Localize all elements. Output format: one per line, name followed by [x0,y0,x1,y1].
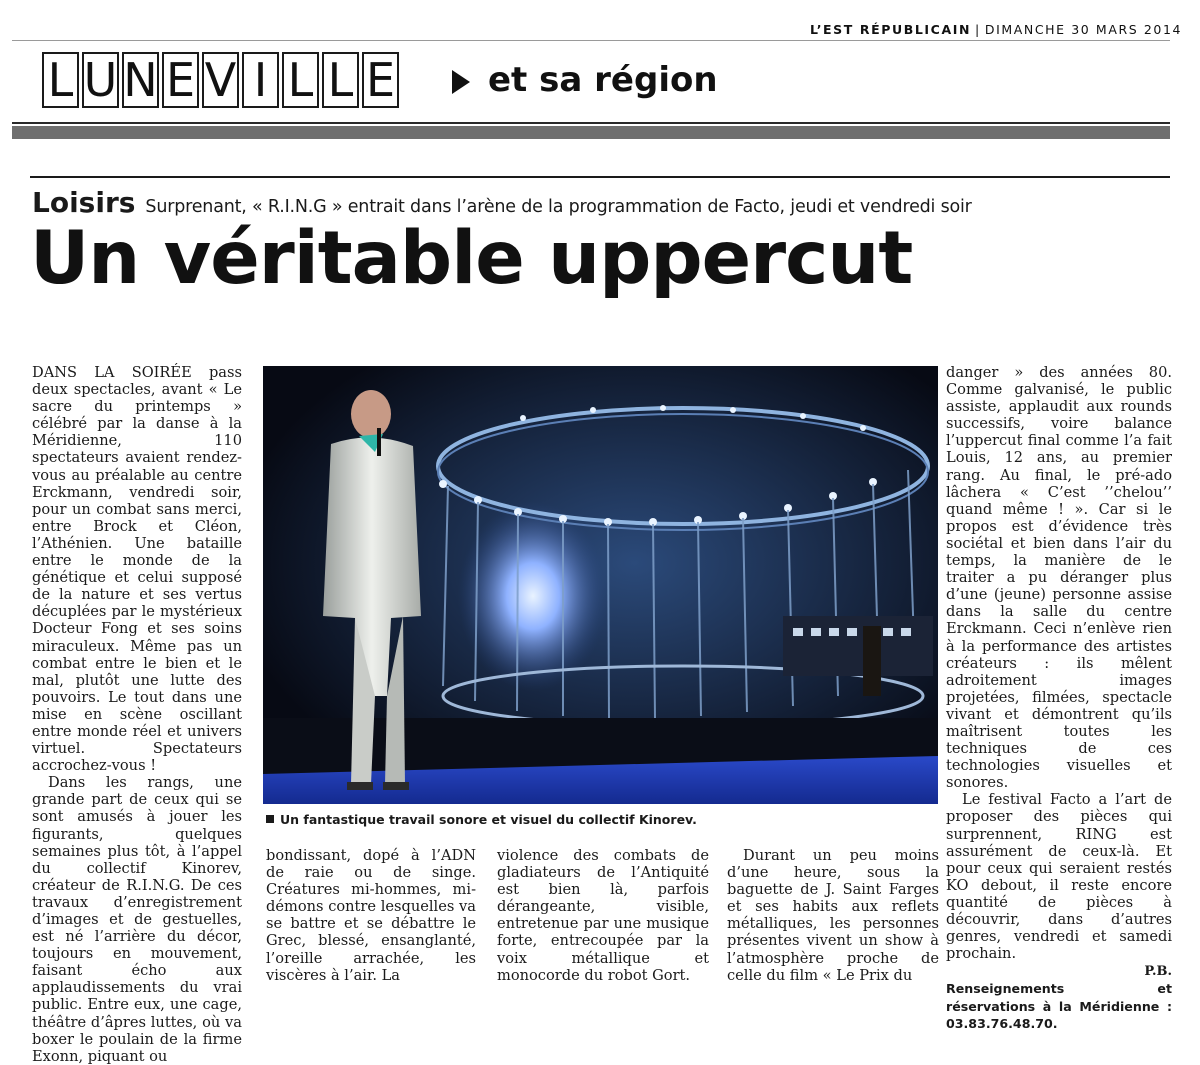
article-column-5 [946,364,1172,1032]
paragraph: bondissant, dopé à l’ADN de raie ou de singe. Créatures mi-hommes, mi-démons contre lesquelles va se battre et se débattre le Grec, blessé, ensanglanté, l’oreille arrachée, les viscères à l’air. La [266,847,476,984]
author-signature: P.B. [1144,964,1172,980]
section-divider-thin [12,122,1170,124]
issue-date: DIMANCHE 30 MARS 2014 [984,22,1183,37]
info-box [946,980,1172,1032]
article-kicker [32,186,972,219]
lead-in: DANS LA SOIRÉE [32,364,192,381]
paragraph: violence des combats de gladiateurs de l’Antiquité est bien là, parfois dérangeante, visible, entretenue par une musique forte, entrecoupée par la voix métallique et monocorde du robot Gort. [497,847,709,984]
masthead-separator: | [975,22,981,37]
paragraph: Le festival Facto a l’art de proposer des pièces qui surprennent, RING est assurément de ceux-là. Et pour ceux qui seraient restés KO debout, il reste encore quantité de pièces à découvrir, dans d’autres genres, vendredi et samedi prochain. [946,791,1172,963]
caption-text: Un fantastique travail sonore et visuel du collectif Kinorev. [280,812,697,827]
rubric-label: Loisirs [32,186,136,219]
town-letter: I [242,52,279,108]
photo-caption [266,812,697,827]
article-photo [263,366,938,804]
stage-photo-illustration [263,366,938,804]
paragraph [32,364,242,774]
town-letter: L [282,52,319,108]
article-column-1 [32,364,242,1065]
paragraph: Dans les rangs, une grande part de ceux qui se sont amusés à jouer les figurants, quelques semaines plus tôt, à l’appel du collectif Kinorev, créateur de R.I.N.G. De ces travaux d’enregistrement d’images et de gestuelles, est né l’arrière du décor, toujours en mouvement, faisant écho aux applaudissements du vrai public. Entre eux, une cage, théâtre d’âpres luttes, où va boxer le poulain de la firme Exonn, piquant ou [32,774,242,1065]
paragraph: Durant un peu moins d’une heure, sous la baguette de J. Saint Farges et ses habits aux reflets métalliques, les personnes présentes vivent un show à l’atmosphère proche de celle du film « Le Prix du [727,847,939,984]
town-letter: U [83,53,118,107]
article-subtitle: Surprenant, « R.I.N.G » entrait dans l’arène de la programmation de Facto, jeudi et vendredi soir [145,197,972,217]
article-headline: Un véritable uppercut [30,216,913,301]
town-letter: L [42,52,79,108]
town-letter: V [202,52,239,108]
town-letter: N [123,53,158,107]
article-top-rule [30,176,1170,178]
triangle-arrow-icon [452,70,470,94]
article-column-3 [497,847,709,984]
town-letter: L [322,52,359,108]
town-letter: E [362,52,399,108]
newspaper-name: L’EST RÉPUBLICAIN [810,22,972,37]
info-label: Renseignements et réservations à la Méridienne : [946,981,1172,1014]
section-town-title [42,52,399,108]
square-bullet-icon [266,815,274,823]
article-column-4 [727,847,939,984]
article-column-2 [266,847,476,984]
town-letter: E [162,52,199,108]
masthead [810,22,1182,37]
section-region: et sa région [488,60,718,100]
paragraph-text: pass deux spectacles, avant « Le sacre du printemps » célébré par la danse à la Méridienne, 110 spectateurs avaient rendez-vous au préalable au centre Erckmann, vendredi soir, pour un combat sans merci, entre Brock et Cléon, l’Athénien. Une bataille entre le monde de la génétique et celui supposé de la nature et ses vertus décuplées par le mystérieux Docteur Fong et ses soins miraculeux. Même pas un combat entre le bien et le mal, plutôt une lutte des pouvoirs. Le tout dans une mise en scène oscillant entre monde réel et univers virtuel. Spectateurs accrochez-vous ! [32,364,242,775]
section-divider-thick [12,126,1170,139]
masthead-rule [12,40,1170,41]
info-phone: 03.83.76.48.70. [946,1015,1058,1031]
paragraph: danger » des années 80. Comme galvanisé, le public assiste, applaudit aux rounds successifs, voire balance l’uppercut final comme l’a fait Louis, 12 ans, au premier rang. Au final, le pré-ado lâchera « C’est ’’chelou’’ quand même ! ». Car si le propos est d’évidence très sociétal et bien dans l’air du temps, la manière de le traiter a pu déranger plus d’une (jeune) personne assise dans la salle du centre Erckmann. Ceci n’enlève rien à la performance des artistes créateurs : ils mêlent adroitement images projetées, filmées, spectacle vivant et démontrent qu’ils maîtrisent toutes les techniques de ces technologies visuelles et sonores. [946,364,1172,792]
